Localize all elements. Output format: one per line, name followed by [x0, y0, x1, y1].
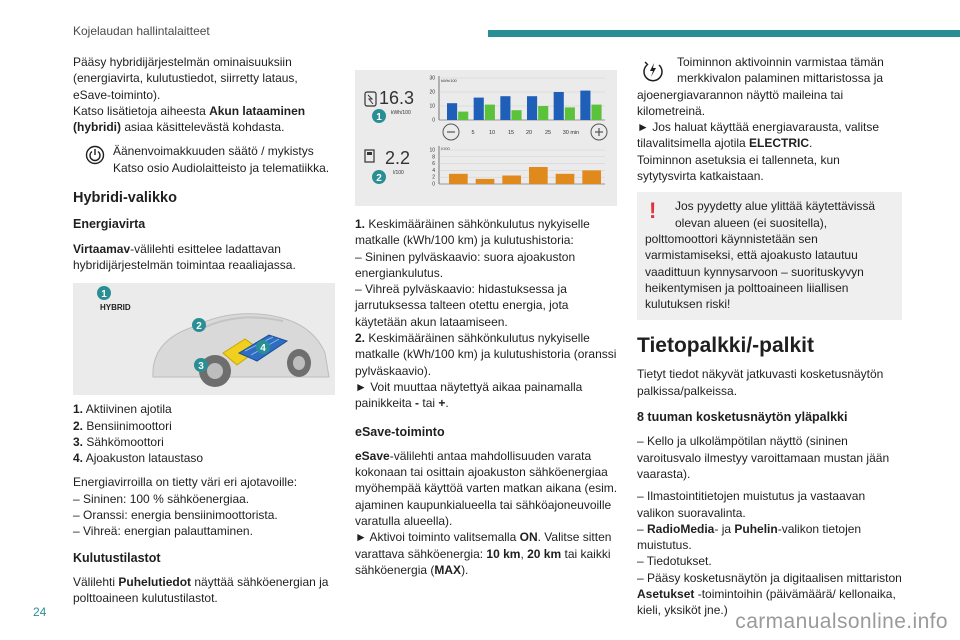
list-item: – Pääsy kosketusnäytön ja digitaalisen mittariston Asetukset -toimintoihin (päivämäärä/ kellonaika, kieli, yksiköt jne.) — [637, 570, 902, 618]
column-3 — [637, 54, 902, 619]
component-list — [73, 401, 338, 466]
list-item: – Sininen: 100 % sähköenergiaa. — [73, 491, 250, 506]
see-more-text: Katso lisätietoja aiheesta Akun lataaminen (hybridi) asiaa käsittelevästä kohdasta. — [73, 103, 306, 135]
bar-orange — [556, 174, 575, 184]
header-section-title: Kojelaudan hallintalaitteet — [73, 24, 210, 38]
consumption-chart — [355, 70, 617, 206]
list-item: 2. Bensiinimoottori — [73, 418, 172, 433]
infobar-intro: Tietyt tiedot näkyvät jatkuvasti kosketusnäytön palkissa/palkeissa. — [637, 367, 884, 398]
x-tick-label: 30 min — [562, 130, 580, 136]
esave-text: eSave-välilehti antaa mahdollisuuden varata kokonaan tai osittain ajoakuston sähköenergiaa myöhempää käyttöä varten matkan aikana (esim. ajaminen kaupunkialueella tai sähköajoneuvoille varatulla alueella). — [355, 448, 618, 529]
y-tick-label: 4 — [432, 167, 435, 174]
bar-blue — [527, 96, 537, 120]
y-tick-label: 6 — [432, 161, 435, 168]
bar-orange — [582, 170, 601, 184]
y-tick-label: 8 — [432, 154, 435, 161]
svg-text:2: 2 — [376, 173, 382, 184]
page-number: 24 — [33, 605, 47, 619]
bar-blue — [580, 91, 590, 120]
svg-text:kWh/100: kWh/100 — [391, 110, 411, 116]
bar-green — [511, 110, 521, 120]
activation-note-rest: ajoenergiavarannon näyttö maileina tai kilometreinä. — [637, 87, 844, 118]
bar-orange — [449, 174, 468, 184]
activation-bullet: ► Jos haluat käyttää energiavarausta, valitse tilavalitsimella ajotila ELECTRIC. — [637, 120, 880, 151]
x-tick-label: 25 — [544, 130, 552, 136]
desc-1: 1. Keskimääräinen sähkönkulutus nykyiselle matkalle (kWh/100 km) ja kulutushistoria: — [355, 217, 590, 248]
warning-icon: ! — [649, 198, 657, 224]
warning-box: ! Jos pyydetty alue ylittää käytettävissä olevan alueen (ei suositella), polttomoottori käynnistetään sen varmistamiseksi, että ajoakusto latautuu vaadittuun kynnysarvoon – suorituskyvyn heikentymisen ja polttoaineen liiallisen kulutuksen riski! — [637, 192, 902, 320]
svg-text:l/100: l/100 — [393, 170, 404, 176]
x-tick-label: 15 — [507, 130, 515, 136]
column-2 — [355, 54, 620, 578]
infobar-title: Tietopalkki/-palkit — [637, 334, 814, 358]
list-item: – Vihreä pylväskaavio: hidastuksessa ja jarrutuksessa talteen otettu energia, jota käytetään akun lataamiseen. — [355, 282, 569, 329]
list-item: 1. Aktiivinen ajotila — [73, 402, 172, 417]
topbar-title: 8 tuuman kosketusnäytön yläpalkki — [637, 410, 848, 425]
column-1 — [73, 54, 338, 607]
stats-text: Välilehti Puhelutiedot näyttää sähköenergian ja polttoaineen kulutustilastot. — [73, 574, 329, 606]
bar-green — [458, 112, 468, 120]
desc-3: ► Voit muuttaa näytettyä aikaa painamalla painikkeita - tai +. — [355, 379, 583, 411]
svg-text:l/100: l/100 — [441, 146, 450, 151]
esave-activate: ► Aktivoi toiminto valitsemalla ON. Valitse sitten varattava sähköenergia: 10 km, 20 km tai kaikki sähköenergia (MAX). — [355, 530, 612, 577]
list-item: – Vihreä: energian palauttaminen. — [73, 524, 253, 539]
list-item: 3. Sähkömoottori — [73, 434, 164, 449]
power-volume-icon — [85, 145, 105, 169]
x-tick-label: 5 — [471, 130, 475, 136]
hybrid-label: HYBRID — [100, 303, 131, 313]
list-item: – RadioMedia- ja Puhelin-valikon tietojen muistutus. — [637, 521, 862, 553]
list-item: – Kello ja ulkolämpötilan näyttö (sininen varoitusvalo ilmestyy varoittamaan mustan jään vaarasta). — [637, 434, 890, 481]
y-tick-label: 0 — [432, 181, 435, 188]
bar-orange — [476, 179, 495, 184]
desc-2: 2. Keskimääräinen sähkönkulutus nykyiselle matkalle (kWh/100 km) ja kulutushistoria (oranssi pylväskaavio). — [355, 331, 617, 378]
svg-text:1: 1 — [101, 289, 107, 301]
hybrid-car-image — [73, 283, 335, 395]
svg-text:3: 3 — [198, 361, 204, 373]
volume-note: Äänenvoimakkuuden säätö / mykistys Katso osio Audiolaitteisto ja telematiikka. — [73, 143, 338, 176]
bar-green — [565, 107, 575, 120]
bar-blue — [554, 92, 564, 120]
svg-text:1: 1 — [376, 112, 382, 123]
energy-flow-text: Virtaamav-välilehti esittelee ladattavan hybridijärjestelmän toimintaa reaaliajassa. — [73, 241, 296, 272]
consumption-screen-image — [355, 70, 617, 206]
bar-blue — [500, 96, 510, 120]
y-tick-label: 30 — [429, 75, 435, 82]
list-item: – Ilmastointitietojen muistutus ja vastaavan valikon suoravalinta. — [637, 489, 866, 520]
watermark: carmanualsonline.info — [735, 610, 948, 633]
stats-title: Kulutustilastot — [73, 550, 161, 565]
energy-flow-title: Energiavirta — [73, 217, 146, 232]
svg-text:16.3: 16.3 — [379, 88, 415, 108]
intro-text: Pääsy hybridijärjestelmän ominaisuuksiin (energiavirta, kulutustiedot, siirretty lataus, eSave-toiminto). — [73, 55, 298, 102]
y-tick-label: 10 — [429, 147, 435, 154]
bar-orange — [529, 167, 548, 184]
svg-text:2: 2 — [196, 321, 202, 333]
x-tick-label: 10 — [488, 130, 496, 136]
y-tick-label: 0 — [432, 117, 435, 124]
bar-green — [485, 105, 495, 120]
bar-green — [538, 106, 548, 120]
esave-title: eSave-toiminto — [355, 424, 445, 439]
bar-blue — [447, 103, 457, 120]
colors-list — [73, 491, 338, 540]
y-tick-label: 10 — [429, 103, 435, 110]
svg-text:4: 4 — [260, 343, 266, 355]
activation-note: Toiminnon aktivoinnin varmistaa tämän merkkivalon palaminen mittaristossa ja — [637, 54, 902, 87]
colors-intro: Energiavirroilla on tietty väri eri ajotavoille: — [73, 475, 298, 490]
settings-not-saved: Toiminnon asetuksia ei tallenneta, kun sytytysvirta katkaistaan. — [637, 152, 840, 184]
esave-indicator-icon — [641, 58, 665, 86]
hybrid-menu-title: Hybridi-valikko — [73, 190, 177, 207]
header-accent-bar — [488, 30, 960, 37]
bar-green — [591, 105, 601, 120]
list-item: – Sininen pylväskaavio: suora ajoakuston energiankulutus. — [355, 249, 576, 280]
svg-text:kWh/100: kWh/100 — [441, 78, 457, 83]
y-tick-label: 20 — [429, 89, 435, 96]
bar-blue — [474, 98, 484, 120]
bar-orange — [502, 176, 521, 185]
x-tick-label: 20 — [525, 130, 533, 136]
list-item: – Oranssi: energia bensiinimoottorista. — [73, 508, 278, 523]
svg-text:2.2: 2.2 — [385, 148, 411, 168]
list-item: – Tiedotukset. — [637, 554, 712, 569]
list-item: 4. Ajoakuston lataustaso — [73, 451, 204, 466]
y-tick-label: 2 — [432, 174, 435, 181]
